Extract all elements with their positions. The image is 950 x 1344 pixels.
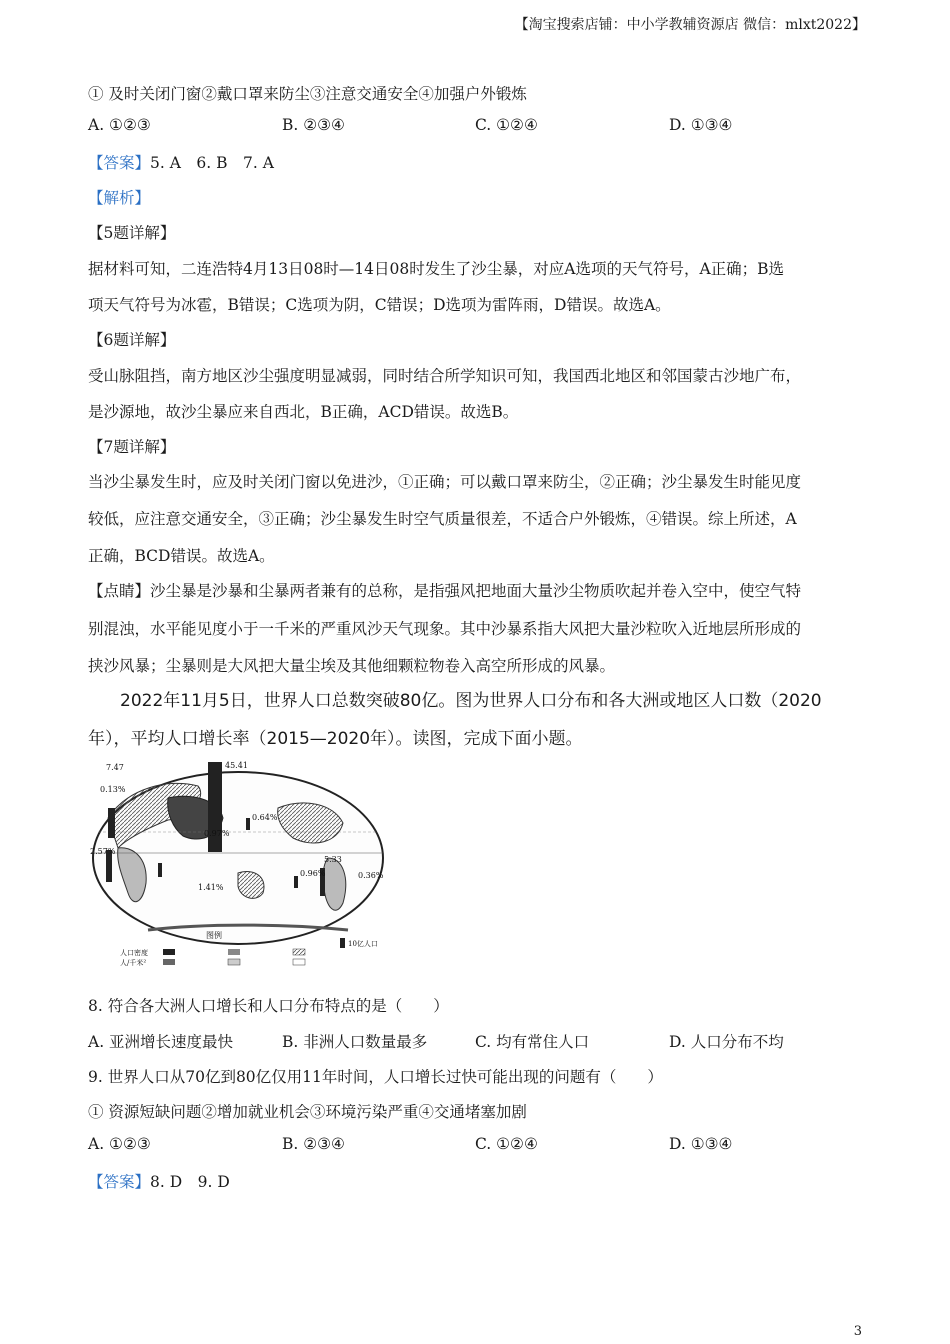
detail-7-title: 【7题详解】 [88,438,176,456]
answer-text: 8. D 9. D [150,1173,230,1191]
legend-swatch [163,949,175,955]
legend-label: 人/千米² [120,959,147,967]
q8-option-a: A. 亚洲增长速度最快 [88,1033,234,1051]
answer-5-7 [88,151,274,173]
legend-label: 10亿人口 [348,940,378,948]
legend-swatch [340,938,345,948]
legend-title: 图例 [206,931,222,940]
q8-option-b: B. 非洲人口数量最多 [282,1033,428,1051]
detail-6-line: 是沙源地，故沙尘暴应来自西北，B正确，ACD错误。故选B。 [88,403,519,421]
population-bar [208,762,222,852]
detail-7-line: 正确，BCD错误。故选A。 [88,547,275,565]
map-label: 2.57% [90,847,116,856]
map-label: 45.41 [225,761,248,770]
q9-option-a: A. ①②③ [88,1135,151,1153]
map-label: 0.13% [100,785,126,794]
detail-6-line: 受山脉阻挡，南方地区沙尘强度明显减弱，同时结合所学知识可知，我国西北地区和邻国蒙古沙地广布， [88,367,802,385]
q9-option-d: D. ①③④ [669,1135,733,1153]
tip-text: 沙尘暴是沙暴和尘暴两者兼有的总称，是指强风把地面大量沙尘物质吹起并卷入空中，使空气特 [150,582,802,600]
q8-stem: 8. 符合各大洲人口增长和人口分布特点的是（ ） [88,997,449,1015]
q7-option-b: B. ②③④ [282,116,345,134]
tip-label: 【点睛】 [88,582,151,600]
q7-options [88,116,868,138]
answer-label: 【答案】 [88,1173,151,1191]
q7-option-c: C. ①②④ [475,116,538,134]
answer-text: 5. A 6. B 7. A [150,154,274,172]
q9-options [88,1135,868,1157]
detail-5-line: 项天气符号为冰雹，B错误；C选项为阴，C错误；D选项为雷阵雨，D错误。故选A。 [88,296,671,314]
map-label: 1.41% [198,883,224,892]
q7-option-a: A. ①②③ [88,116,151,134]
map-label: 0.36% [358,871,384,880]
page-number: 3 [853,1324,862,1339]
detail-7-line: 较低，应注意交通安全，③正确；沙尘暴发生时空气质量很差，不适合户外锻炼，④错误。综上所述，A [88,510,797,528]
detail-6-title: 【6题详解】 [88,331,176,349]
legend-label: 人口密度 [120,949,148,957]
q9-stem: 9. 世界人口从70亿到80亿仅用11年时间，人口增长过快可能出现的问题有（ ） [88,1068,663,1086]
legend-swatch [163,959,175,965]
q9-option-b: B. ②③④ [282,1135,345,1153]
legend-swatch [293,959,305,965]
map-label: 0.97% [204,829,230,838]
legend-swatch [293,949,305,955]
analysis-label: 【解析】 [88,189,151,207]
q7-option-d: D. ①③④ [669,116,733,134]
tip-line [88,579,801,601]
answer-8-9 [88,1170,230,1192]
q8-options [88,1030,868,1052]
q9-option-c: C. ①②④ [475,1135,538,1153]
legend-swatch [228,959,240,965]
intro-line: 年），平均人口增长率（2015—2020年）。读图，完成下面小题。 [88,729,583,749]
tip-line: 别混浊，水平能见度小于一千米的严重风沙天气现象。其中沙暴系指大风把大量沙粒吹入近地层所形成的 [88,620,802,638]
population-bar [108,808,115,838]
map-label: 7.47 [106,763,124,772]
population-bar [158,863,162,877]
answer-label: 【答案】 [88,154,151,172]
intro-line: 2022年11月5日，世界人口总数突破80亿。图为世界人口分布和各大洲或地区人口数（2020 [120,691,822,711]
map-label: 0.64% [252,813,278,822]
legend-swatch [228,949,240,955]
world-population-map [88,758,388,970]
q8-option-c: C. 均有常住人口 [475,1033,590,1051]
q7-items: ① 及时关闭门窗②戴口罩来防尘③注意交通安全④加强户外锻炼 [88,85,527,103]
detail-5-title: 【5题详解】 [88,224,176,242]
tip-line: 挟沙风暴；尘暴则是大风把大量尘埃及其他细颗粒物卷入高空所形成的风暴。 [88,657,616,675]
detail-5-line: 据材料可知，二连浩特4月13日08时—14日08时发生了沙尘暴，对应A选项的天气符号，A正确；B选 [88,260,785,278]
population-bar [294,876,298,888]
page-header: 【淘宝搜索店铺：中小学教辅资源店 微信：mlxt2022】 [514,17,866,33]
population-bar [246,818,250,830]
map-label: 5.33 [324,855,342,864]
detail-7-line: 当沙尘暴发生时，应及时关闭门窗以免进沙，①正确；可以戴口罩来防尘，②正确；沙尘暴发生时能见度 [88,473,802,491]
q9-items: ① 资源短缺问题②增加就业机会③环境污染严重④交通堵塞加剧 [88,1103,527,1121]
map-label: 0.96% [300,869,326,878]
q8-option-d: D. 人口分布不均 [669,1033,784,1051]
